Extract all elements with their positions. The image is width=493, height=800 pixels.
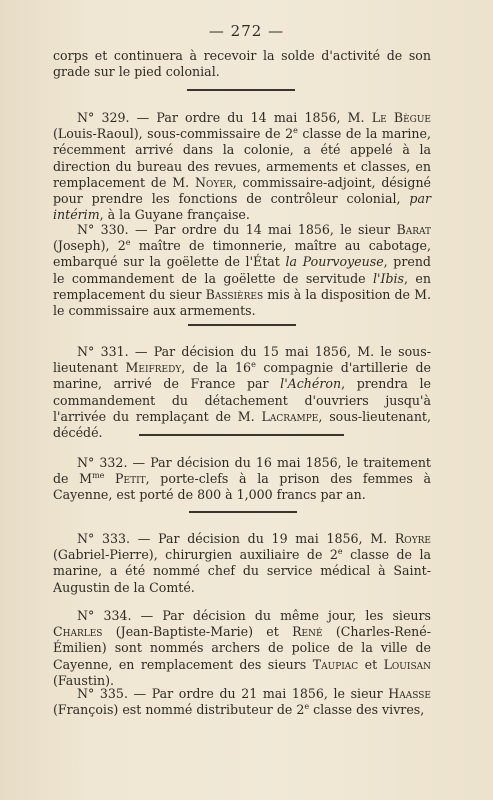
- entry-331: [53, 344, 431, 441]
- entry-body: — Par décision du 15 mai 1856, M. le sous-lieutenant Meifredy, de la 16e compagnie d'artillerie de marine, arrivé de France par l'Achéron, prendra le commandement du détachement d'ouvriers jusqu'à l'arrivée du remplaçant de M. Lacrampe, sous-lieutenant, décédé.: [53, 344, 431, 441]
- entry-number: N° 331.: [77, 344, 135, 359]
- entry-body: — Par décision du même jour, les sieurs Charles (Jean-Baptiste-Marie) et René (Charles-René-Émilien) sont nommés archers de police de la ville de Cayenne, en remplacement des sieurs Taupiac et Louisan (Faustin).: [53, 608, 431, 688]
- separator-rule: [188, 324, 296, 326]
- page-number: — 272 —: [208, 22, 285, 40]
- entry-text: [53, 110, 431, 223]
- entry-number: N° 330.: [77, 222, 136, 237]
- entry-330: [53, 222, 431, 319]
- entry-body: — Par décision du 16 mai 1856, le traitement de $M^{me}$ Petit, porte-clefs à la prison des femmes à Cayenne, est porté de 800 à 1,000 francs par an.: [53, 455, 431, 503]
- entry-number: N° 334.: [77, 608, 141, 623]
- entry-number: N° 335.: [77, 686, 134, 701]
- entry-text: [53, 531, 431, 596]
- entry-body: — Par ordre du 14 mai 1856, le sieur Barat (Joseph), 2e maître de timonnerie, maître au cabotage, embarqué sur la goëlette de l'État la Pourvoyeuse, prend le commandement de la goëlette de servitude l'Ibis, en remplacement du sieur Bassières mis à la disposition de M. le commissaire aux armements.: [53, 222, 431, 319]
- entry-text: [53, 686, 431, 718]
- entry-335: [53, 686, 431, 718]
- separator-rule: [189, 511, 297, 513]
- entry-text: [53, 455, 431, 504]
- entry-text: [53, 608, 431, 689]
- entry-334: [53, 608, 431, 689]
- entry-text: [53, 344, 431, 441]
- entry-number: N° 333.: [77, 531, 138, 546]
- entry-body: — Par décision du 19 mai 1856, M. Royre (Gabriel-Pierre), chirurgien auxiliaire de 2e classe de la marine, a été nommé chef du service médical à Saint-Augustin de la Comté.: [53, 531, 432, 595]
- continuation-paragraph: [53, 48, 431, 80]
- entry-number: N° 332.: [77, 455, 133, 470]
- entry-text: [53, 222, 431, 319]
- continuation-text: corps et continuera à recevoir la solde d'activité de son grade sur le pied colonial.: [53, 48, 431, 80]
- entry-body: — Par ordre du 14 mai 1856, M. Le Bègue (Louis-Raoul), sous-commissaire de 2e classe de la marine, récemment arrivé dans la colonie, a été appelé à la direction du bureau des revues, armements et classes, en remplacement de M. Noyer, commissaire-adjoint, désigné pour prendre les fonctions de contrôleur colonial, par intérim, à la Guyane française.: [53, 110, 432, 223]
- entry-body: — Par ordre du 21 mai 1856, le sieur Haasse (François) est nommé distributeur de 2e classe des vivres,: [53, 686, 431, 718]
- entry-number: N° 329.: [77, 110, 137, 125]
- separator-rule: [139, 434, 344, 436]
- entry-329: [53, 110, 431, 223]
- entry-333: [53, 531, 431, 596]
- entry-332: [53, 455, 431, 504]
- separator-rule: [187, 89, 295, 91]
